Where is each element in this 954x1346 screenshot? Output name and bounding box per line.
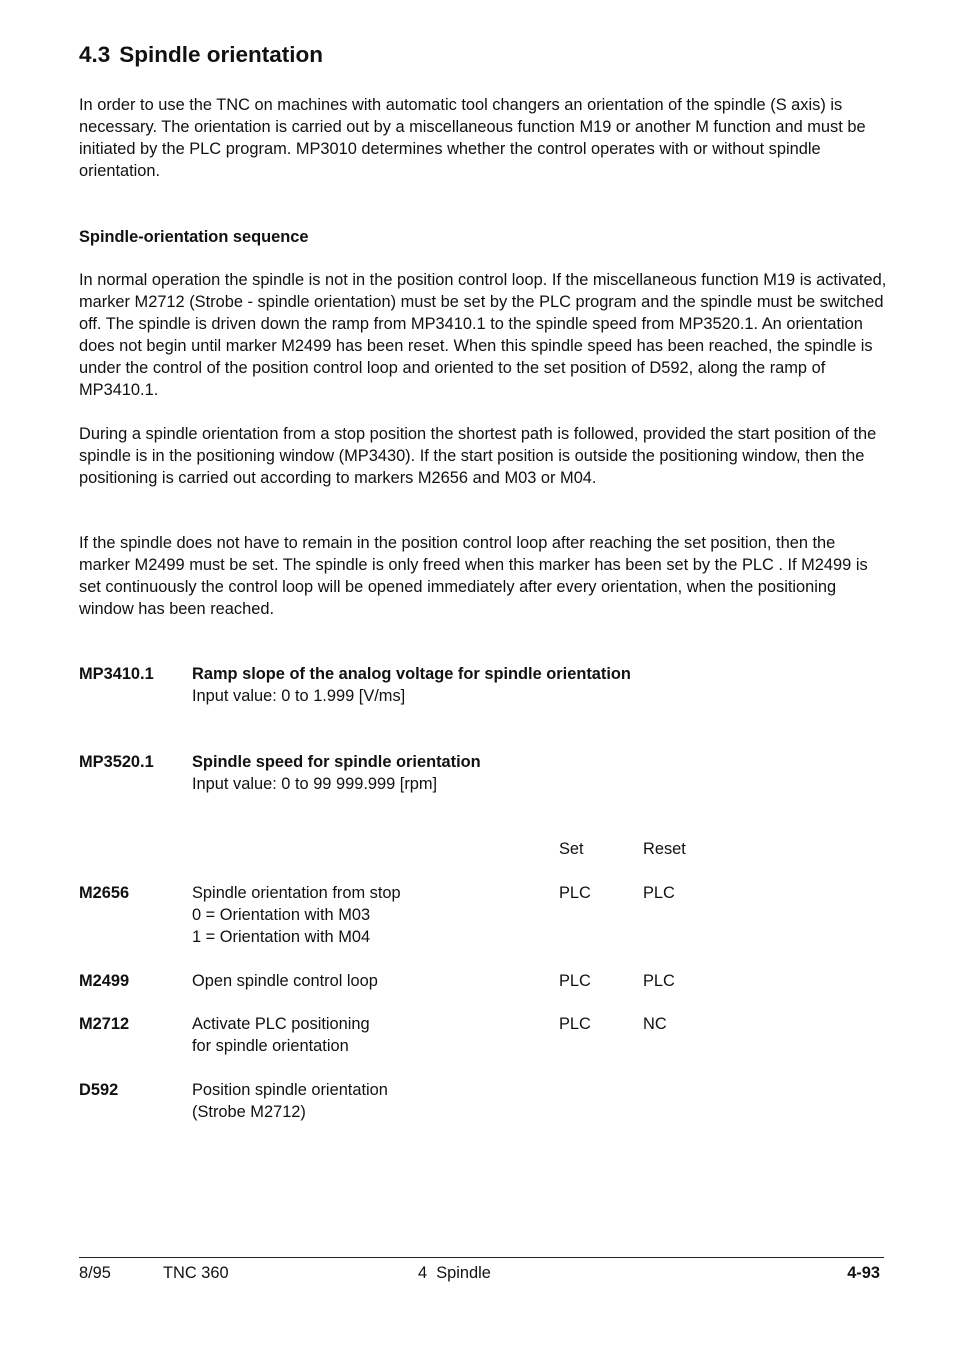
subheading: Spindle-orientation sequence xyxy=(79,228,309,246)
column-header-set: Set xyxy=(559,840,584,858)
parameter-title: Ramp slope of the analog voltage for spindle orientation xyxy=(192,665,631,683)
marker-reset-by: PLC xyxy=(643,972,675,990)
intro-paragraph: In order to use the TNC on machines with automatic tool changers an orientation of the spindle (S axis) is necessary. The orientation is carried out by a miscellaneous function M19 or another M function and must be initiated by the PLC program. MP3010 determines whether the control operates with or without spindle orientation. xyxy=(79,96,866,180)
parameter-code: MP3520.1 xyxy=(79,753,154,771)
footer-chapter: 4 Spindle xyxy=(418,1264,491,1282)
parameter-input-range: Input value: 0 to 99 999.999 [rpm] xyxy=(192,775,438,793)
marker-reset-by: PLC xyxy=(643,884,675,902)
section-heading xyxy=(79,42,323,68)
marker-code: M2712 xyxy=(79,1015,130,1033)
body-paragraph-3: If the spindle does not have to remain in the position control loop after reaching the set position, then the marker M2499 must be set. The spindle is only freed when this marker has been set by the PLC . If M2499 is set continuously the control loop will be opened immediately after every orientation, when the positioning window has been reached. xyxy=(79,534,868,618)
marker-description: (Strobe M2712) xyxy=(192,1103,306,1121)
footer-date: 8/95 xyxy=(79,1264,111,1282)
marker-description: 1 = Orientation with M04 xyxy=(192,928,371,946)
parameter-input-range: Input value: 0 to 1.999 [V/ms] xyxy=(192,687,406,705)
marker-description: 0 = Orientation with M03 xyxy=(192,906,371,924)
marker-description: for spindle orientation xyxy=(192,1037,349,1055)
marker-set-by: PLC xyxy=(559,1015,591,1033)
footer-rule xyxy=(79,1257,884,1258)
marker-set-by: PLC xyxy=(559,972,591,990)
marker-code: M2499 xyxy=(79,972,130,990)
marker-description: Open spindle control loop xyxy=(192,972,378,990)
column-header-reset: Reset xyxy=(643,840,686,858)
section-number: 4.3 xyxy=(79,42,111,67)
marker-code: M2656 xyxy=(79,884,130,902)
marker-description: Activate PLC positioning xyxy=(192,1015,370,1033)
section-title: Spindle orientation xyxy=(119,42,324,67)
parameter-title: Spindle speed for spindle orientation xyxy=(192,753,481,771)
marker-set-by: PLC xyxy=(559,884,591,902)
body-paragraph-1: In normal operation the spindle is not in the position control loop. If the miscellaneous function M19 is activated, marker M2712 (Strobe - spindle orientation) must be set by the PLC program and the spindle must be switched off. The spindle is driven down the ramp from MP3410.1 to the spindle speed from MP3520.1. An orientation does not begin until marker M2499 has been reset. When this spindle speed has been reached, the spindle is under the control of the position control loop and oriented to the set position of D592, along the ramp of MP3410.1. xyxy=(79,271,887,399)
marker-description: Spindle orientation from stop xyxy=(192,884,401,902)
footer-product: TNC 360 xyxy=(163,1264,229,1282)
marker-description: Position spindle orientation xyxy=(192,1081,388,1099)
marker-code: D592 xyxy=(79,1081,119,1099)
footer-page-number: 4-93 xyxy=(847,1264,880,1282)
parameter-code: MP3410.1 xyxy=(79,665,154,683)
body-paragraph-2: During a spindle orientation from a stop position the shortest path is followed, provided the start position of the spindle is in the positioning window (MP3430). If the start position is outside the positioning window, then the positioning is carried out according to markers M2656 and M03 or M04. xyxy=(79,425,877,487)
marker-reset-by: NC xyxy=(643,1015,667,1033)
